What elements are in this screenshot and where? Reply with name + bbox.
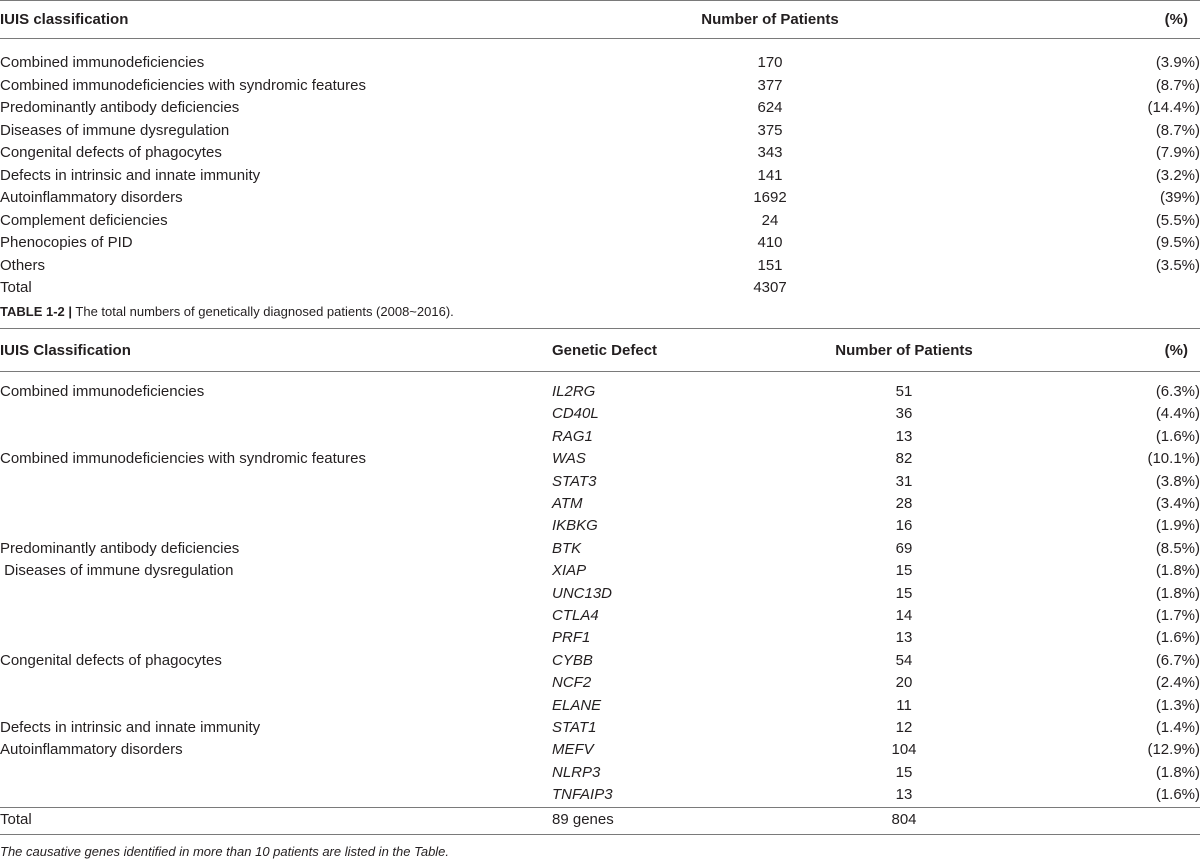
row-gene: STAT1 <box>552 719 597 736</box>
row-patients: 54 <box>895 651 913 669</box>
row-patients: 4307 <box>753 279 787 296</box>
row-gene: IL2RG <box>552 383 596 400</box>
row-patients: 15 <box>895 763 913 781</box>
table2-top-rule <box>0 328 1200 329</box>
row-patients: 15 <box>895 584 913 602</box>
row-patients: 624 <box>757 99 783 116</box>
table2-total-patients: 804 <box>891 811 917 828</box>
row-patients: 170 <box>757 54 783 71</box>
row-patients: 375 <box>757 121 783 139</box>
table2-header-gene: Genetic Defect <box>552 342 658 359</box>
row-pct: (8.7%) <box>1155 121 1200 139</box>
row-classification: Autoinflammatory disorders <box>0 189 183 206</box>
row-pct: (8.7%) <box>1155 76 1200 94</box>
row-gene: RAG1 <box>552 427 593 445</box>
table-row <box>0 538 1200 560</box>
row-pct: (5.5%) <box>1155 211 1200 229</box>
row-classification: Phenocopies of PID <box>0 234 133 251</box>
table1-header-row <box>0 9 1200 31</box>
table-footnote: The causative genes identified in more than 10 patients are listed in the Table. <box>0 844 450 859</box>
table-caption <box>0 304 454 319</box>
table2-total-row <box>0 809 1200 831</box>
row-gene: STAT3 <box>552 472 597 490</box>
row-patients: 141 <box>757 166 783 184</box>
row-gene: PRF1 <box>552 629 591 647</box>
row-pct: (10.1%) <box>1147 450 1200 468</box>
table-row <box>0 762 1200 784</box>
row-classification: Congenital defects of phagocytes <box>0 651 222 669</box>
table-row <box>0 493 1200 515</box>
row-pct: (1.6%) <box>1155 427 1200 445</box>
table2-header-patients: Number of Patients <box>835 342 973 359</box>
table-row <box>0 471 1200 493</box>
table-row <box>0 232 1200 254</box>
row-gene: MEFV <box>552 741 594 759</box>
row-pct: (1.3%) <box>1155 696 1200 714</box>
row-classification: Defects in intrinsic and innate immunity <box>0 719 261 736</box>
row-pct: (3.9%) <box>1155 54 1200 71</box>
row-classification: Combined immunodeficiencies with syndromic features <box>0 76 366 94</box>
row-patients: 28 <box>895 495 913 512</box>
row-patients: 13 <box>895 427 913 445</box>
table2-header-row <box>0 340 1200 362</box>
table1-header-classification: IUIS classification <box>0 11 129 28</box>
row-pct: (1.6%) <box>1155 786 1200 804</box>
row-pct: (3.2%) <box>1155 166 1200 184</box>
row-classification: Predominantly antibody deficiencies <box>0 99 240 116</box>
row-classification: Predominantly antibody deficiencies <box>0 539 240 557</box>
table2-header-classification: IUIS Classification <box>0 342 131 359</box>
row-patients: 1692 <box>753 189 787 206</box>
row-pct: (4.4%) <box>1155 405 1200 423</box>
caption-label: TABLE 1-2 <box>0 304 65 319</box>
row-patients: 13 <box>895 786 913 804</box>
row-patients: 36 <box>895 405 913 423</box>
row-patients: 104 <box>891 741 917 759</box>
table-row <box>0 142 1200 164</box>
row-patients: 13 <box>895 629 913 647</box>
caption-separator: | <box>68 304 73 319</box>
table1-header-rule <box>0 38 1200 39</box>
table-row <box>0 403 1200 425</box>
table2-total-genes: 89 genes <box>552 811 614 828</box>
row-pct: (3.5%) <box>1155 256 1200 274</box>
table-row <box>0 97 1200 119</box>
row-gene: IKBKG <box>552 517 598 535</box>
table-row <box>0 515 1200 537</box>
row-patients: 20 <box>895 674 913 692</box>
table-row <box>0 784 1200 806</box>
row-pct: (12.9%) <box>1147 741 1200 759</box>
table-row <box>0 605 1200 627</box>
row-classification: Diseases of immune dysregulation <box>0 121 230 139</box>
row-pct: (2.4%) <box>1155 674 1200 692</box>
row-gene: WAS <box>552 450 586 468</box>
row-patients: 151 <box>757 256 783 274</box>
row-patients: 69 <box>895 539 913 557</box>
row-classification: Combined immunodeficiencies <box>0 54 205 71</box>
row-patients: 15 <box>895 562 913 580</box>
row-patients: 16 <box>895 517 913 535</box>
row-pct: (1.7%) <box>1155 607 1200 624</box>
row-gene: CTLA4 <box>552 607 599 624</box>
row-gene: TNFAIP3 <box>552 786 613 804</box>
caption-text: The total numbers of genetically diagnosed patients (2008~2016). <box>75 304 454 319</box>
row-pct: (14.4%) <box>1147 99 1200 116</box>
table-row <box>0 739 1200 761</box>
row-pct: (7.9%) <box>1155 144 1200 161</box>
row-pct: (39%) <box>1159 189 1200 206</box>
row-patients: 410 <box>757 234 783 251</box>
row-patients: 24 <box>761 211 779 229</box>
table2-header-rule <box>0 371 1200 372</box>
table1-header-pct: (%) <box>1164 11 1188 28</box>
row-patients: 14 <box>895 607 913 624</box>
table2-total-rule <box>0 807 1200 808</box>
table-row <box>0 426 1200 448</box>
row-pct: (3.8%) <box>1155 472 1200 490</box>
table2-header-pct: (%) <box>1164 342 1188 359</box>
row-patients: 11 <box>896 696 912 714</box>
table-row <box>0 695 1200 717</box>
row-gene: UNC13D <box>552 584 613 602</box>
row-pct: (1.8%) <box>1155 584 1200 602</box>
table-row <box>0 381 1200 403</box>
row-pct: (9.5%) <box>1155 234 1200 251</box>
row-pct: (1.6%) <box>1155 629 1200 647</box>
row-pct: (3.4%) <box>1155 495 1200 512</box>
row-gene: ELANE <box>552 696 602 714</box>
table-row <box>0 672 1200 694</box>
table-row <box>0 75 1200 97</box>
row-patients: 82 <box>895 450 913 468</box>
row-pct: (1.8%) <box>1155 763 1200 781</box>
row-classification: Combined immunodeficiencies <box>0 383 205 400</box>
table-row <box>0 650 1200 672</box>
row-patients: 377 <box>757 76 783 94</box>
table2-total-label: Total <box>0 811 32 828</box>
table2-bottom-rule <box>0 834 1200 835</box>
row-classification: Diseases of immune dysregulation <box>0 562 234 580</box>
row-patients: 51 <box>895 383 913 400</box>
table-row <box>0 277 1200 299</box>
row-pct: (8.5%) <box>1155 539 1200 557</box>
row-classification: Defects in intrinsic and innate immunity <box>0 166 261 184</box>
row-pct: (1.4%) <box>1155 719 1200 736</box>
row-gene: CD40L <box>552 405 599 423</box>
table-row <box>0 560 1200 582</box>
row-classification: Autoinflammatory disorders <box>0 741 183 759</box>
row-pct: (6.7%) <box>1155 651 1200 669</box>
table-row <box>0 717 1200 739</box>
row-pct: (1.8%) <box>1155 562 1200 580</box>
table-row <box>0 255 1200 277</box>
row-pct: (6.3%) <box>1155 383 1200 400</box>
row-gene: CYBB <box>552 651 593 669</box>
row-classification: Combined immunodeficiencies with syndromic features <box>0 450 366 468</box>
row-patients: 343 <box>757 144 783 161</box>
row-patients: 31 <box>895 472 913 490</box>
table1-header-patients: Number of Patients <box>701 11 839 28</box>
row-classification: Congenital defects of phagocytes <box>0 144 222 161</box>
table-row <box>0 583 1200 605</box>
row-gene: XIAP <box>552 562 587 580</box>
table-row <box>0 120 1200 142</box>
table-row <box>0 187 1200 209</box>
table-row <box>0 627 1200 649</box>
table-row <box>0 52 1200 74</box>
table1-top-rule <box>0 0 1200 1</box>
table-row <box>0 448 1200 470</box>
row-gene: NLRP3 <box>552 763 601 781</box>
row-classification: Others <box>0 256 46 274</box>
row-patients: 12 <box>895 719 913 736</box>
row-pct: (1.9%) <box>1155 517 1200 535</box>
row-classification: Total <box>0 279 32 296</box>
row-gene: NCF2 <box>552 674 592 692</box>
row-gene: ATM <box>552 495 583 512</box>
row-gene: BTK <box>552 539 582 557</box>
table-row <box>0 165 1200 187</box>
table-row <box>0 210 1200 232</box>
row-classification: Complement deficiencies <box>0 211 168 229</box>
